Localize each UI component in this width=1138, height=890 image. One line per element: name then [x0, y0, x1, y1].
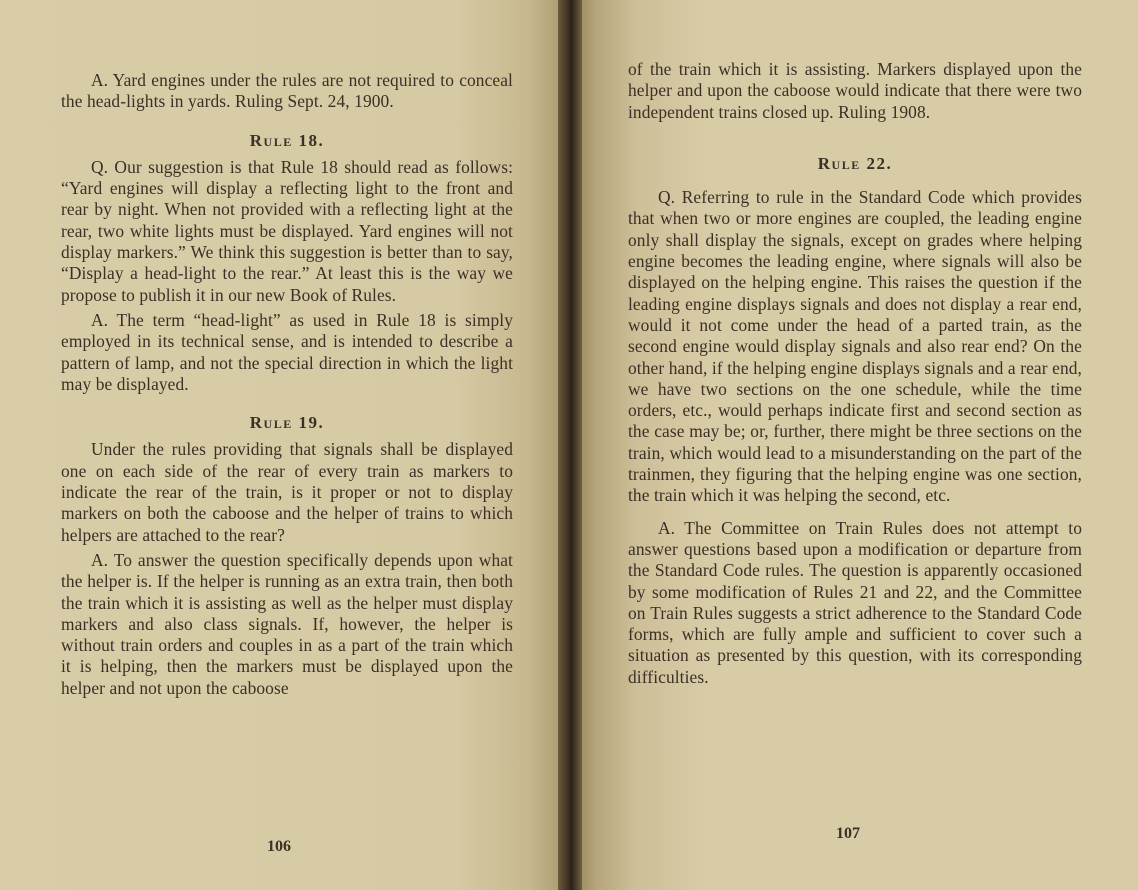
paragraph: A. The Committee on Train Rules does not attempt to answer questions based upon a modification or departure from the Standard Code rules. The question is apparently occasioned by some modification of Rules 21 and 22, and the Committee on Train Rules suggests a strict adherence to the Standard Code forms, which are fully ample and sufficient to cover such a situation as presented by this question, with its corresponding difficulties. [628, 517, 1082, 687]
paragraph: of the train which it is assisting. Markers displayed upon the helper and upon the caboose would indicate that there were two independent trains closed up. Ruling 1908. [628, 59, 1082, 122]
rule-heading: Rule 18. [249, 130, 325, 150]
book-gutter [558, 0, 582, 890]
paragraph: A. To answer the question specifically depends upon what the helper is. If the helper is running as an extra train, then both the train which it is assisting as well as the helper must display markers and also class signals. If, however, the helper is without train orders and couples in as a part of the train which it is helping, then the markers must be displayed upon the helper and not upon the caboose [61, 549, 513, 698]
paragraph: A. Yard engines under the rules are not required to conceal the head-lights in yards. Ruling Sept. 24, 1900. [61, 70, 513, 112]
paragraph: A. The term “head-light” as used in Rule 18 is simply employed in its technical sense, and is intended to describe a pattern of lamp, and not the special direction in which the light may be displayed. [61, 309, 513, 394]
rule-heading: Rule 22. [817, 153, 893, 173]
page-number: 107 [836, 825, 860, 842]
rule-heading: Rule 19. [249, 413, 325, 433]
left-page-text [61, 70, 513, 699]
paragraph: Under the rules providing that signals shall be displayed one on each side of the rear of every train as markers to indicate the rear of the train, is it proper or not to display markers on both the caboose and the helper of trains to which helpers are attached to the rear? [61, 439, 513, 545]
paragraph: Q. Our suggestion is that Rule 18 should read as follows: “Yard engines will display a reflecting light to the front and rear by night. When not provided with a reflecting light at the rear, two white lights must be displayed. Yard engines will not display markers.” We think this suggestion is better than to say, “Display a head-light to the rear.” At least this is the way we propose to publish it in our new Book of Rules. [61, 156, 513, 305]
right-page-text [628, 59, 1082, 688]
page-number: 106 [267, 838, 291, 855]
paragraph: Q. Referring to rule in the Standard Code which provides that when two or more engines are coupled, the leading engine only shall display the signals, except on grades where helping engine becomes the leading engine, where signals will also be displayed on the helping engine. This raises the question if the leading engine displays signals and does not display a rear end, would it not come under the head of a parted train, as the second engine would display signals and also rear end? On the other hand, if the helping engine displays signals and a rear end, we have two sections on the one schedule, while the time orders, etc., would perhaps indicate first and second section as the case may be; or, further, there might be three sections on the train, which would lead to a misunderstanding on the part of the trainmen, they figuring that the helping engine was one section, the train which it was helping the second, etc. [628, 187, 1082, 506]
